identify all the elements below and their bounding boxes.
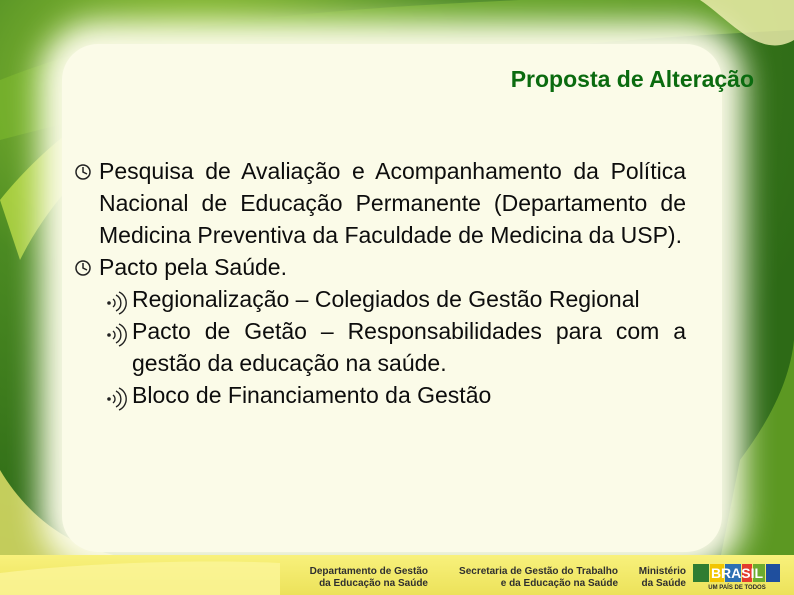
- signal-waves-icon: [106, 283, 128, 315]
- brasil-logo: [692, 563, 782, 591]
- footer-ministerio: Ministério da Saúde: [638, 566, 686, 589]
- signal-waves-icon: [106, 315, 128, 347]
- bullet-list: [74, 155, 686, 411]
- list-item-text: Pacto pela Saúde.: [99, 254, 287, 280]
- list-item-text: Regionalização – Colegiados de Gestão Regional: [132, 286, 640, 312]
- list-item-text: Pesquisa de Avaliação e Acompanhamento da Política Nacional de Educação Permanente (Departamento de Medicina Preventiva da Faculdade de Medicina da USP).: [99, 158, 686, 248]
- clock-icon: [74, 251, 92, 283]
- list-item: [74, 379, 686, 411]
- clock-icon: [74, 155, 92, 187]
- list-item-text: Bloco de Financiamento da Gestão: [132, 382, 492, 408]
- slide-title: Proposta de Alteração: [510, 66, 754, 92]
- list-item: [74, 283, 686, 315]
- svg-text:BRASIL: BRASIL: [710, 565, 764, 581]
- footer-dept-gestao: Departamento de Gestão da Educação na Saúde: [309, 566, 428, 589]
- list-item: [74, 315, 686, 379]
- svg-text:UM PAÍS DE TODOS: UM PAÍS DE TODOS: [708, 585, 766, 591]
- list-item-text: Pacto de Getão – Responsabilidades para com a gestão da educação na saúde.: [132, 318, 686, 376]
- list-item: [74, 155, 686, 251]
- signal-waves-icon: [106, 379, 128, 411]
- footer-secretaria: Secretaria de Gestão do Trabalho e da Educação na Saúde: [459, 566, 618, 589]
- list-item: [74, 251, 686, 283]
